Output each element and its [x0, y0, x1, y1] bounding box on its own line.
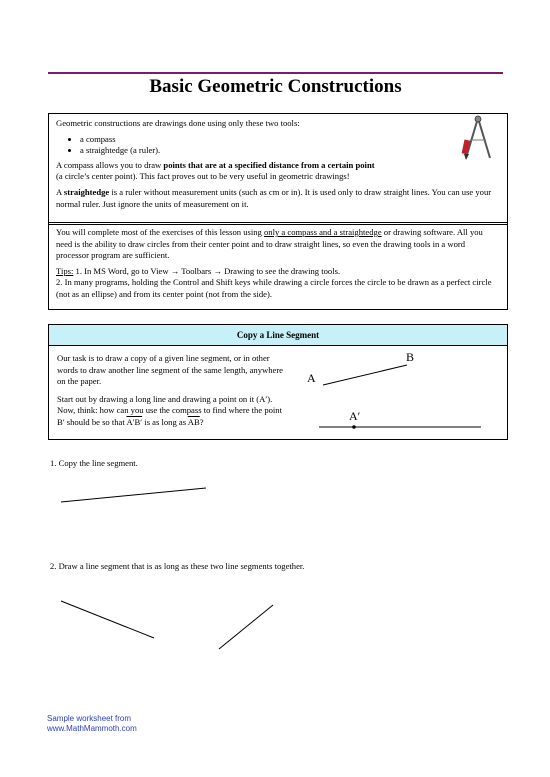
q2-segment-left — [61, 601, 154, 638]
tool-item: • a compass — [80, 134, 500, 146]
question-2: 2. Draw a line segment that is as long as these two line segments together. — [50, 561, 305, 571]
tool-item: • a straightedge (a ruler). — [80, 145, 500, 157]
q2-segment-right — [219, 605, 273, 649]
footer — [47, 714, 137, 734]
copy-section-heading: Copy a Line Segment — [48, 324, 508, 346]
footer-line-1: Sample worksheet from — [47, 714, 132, 723]
tips-paragraph: Tips: 1. In MS Word, go to View → Toolbars → Drawing to see the drawing tools. 2. In many programs, holding the Control and Shift keys while drawing a circle forces the circle to be drawn as a perfect circle (not as an ellipse) and from its center point (not from the side). — [56, 265, 492, 299]
page-title: Basic Geometric Constructions — [149, 76, 402, 97]
question-1: 1. Copy the line segment. — [50, 458, 138, 468]
notes-paragraph: You will complete most of the exercises of this lesson using only a compass and a straightedge or drawing software. All you need is the ability to draw circles from their center point and to draw straight lines, so even the drawing tools in a word processor program are sufficient. — [56, 227, 483, 261]
intro-line: Geometric constructions are drawings done using only these two tools: — [56, 118, 300, 128]
footer-link[interactable]: www.MathMammoth.com — [47, 724, 137, 733]
copy-hint-text: Start out by drawing a long line and drawing a point on it (A′). Now, think: how can you use the compass to find where the point B′ should be so that A′B′ is as long as $\overline{AB}$? — [57, 393, 282, 427]
q1-segment — [61, 488, 206, 502]
label-a: A — [307, 371, 316, 385]
compass-paragraph: A compass allows you to draw points that are at a specified distance from a certain point (a circle’s center point). This fact proves out to be very useful in geometric drawings! — [56, 159, 375, 182]
straightedge-paragraph: A straightedge is a ruler without measurement units (such as cm or in). It is used only to draw straight lines. You can use your normal ruler. Just ignore the units of measurement on it. — [56, 186, 492, 209]
label-a-prime: A′ — [349, 409, 361, 423]
copy-task-text: Our task is to draw a copy of a given line segment, or in other words to draw another line segment of the same length, anywhere on the paper. — [57, 353, 283, 387]
label-b: B — [406, 350, 415, 364]
